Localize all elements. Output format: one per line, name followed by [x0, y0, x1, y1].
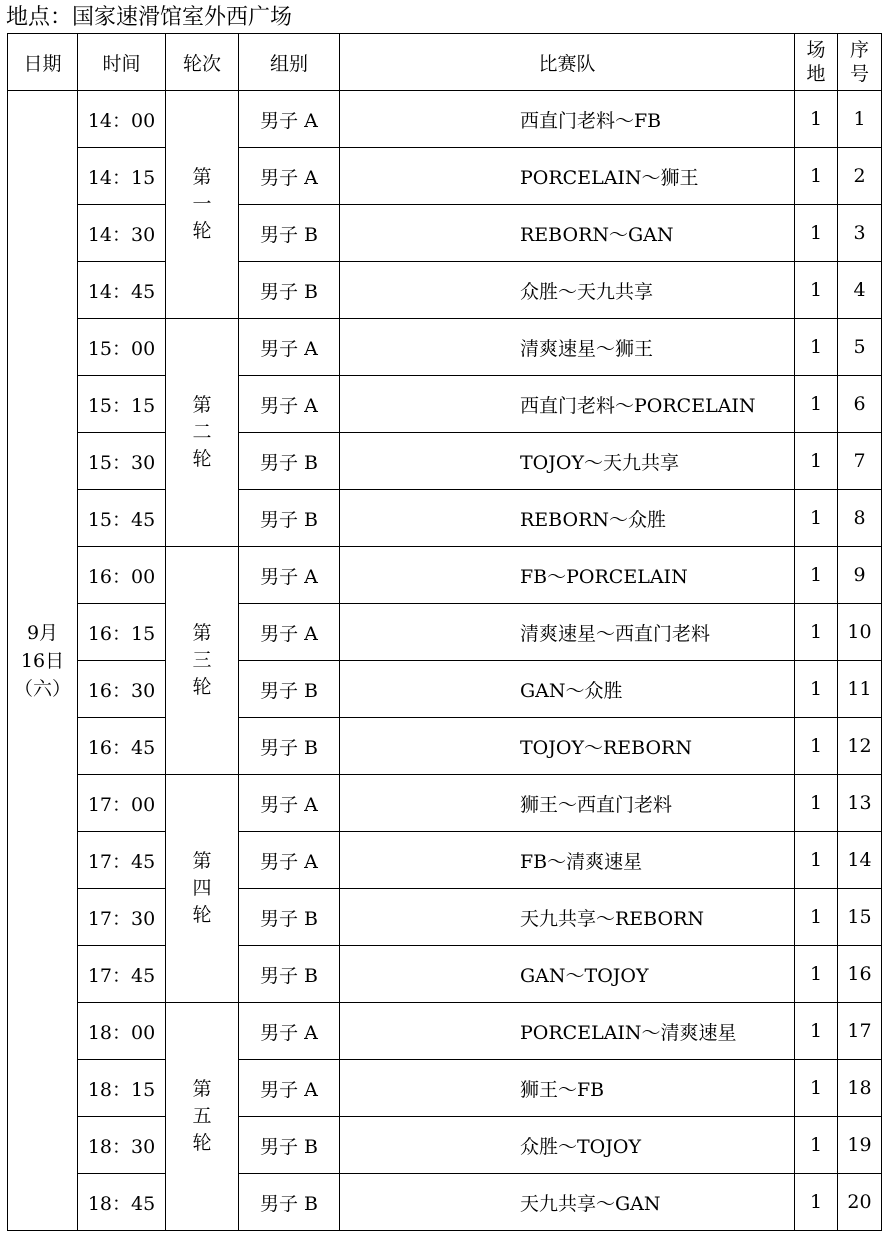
- time-cell-text: 17：30: [87, 907, 156, 930]
- time-cell-text: 15：30: [87, 451, 156, 474]
- table-row: [8, 490, 882, 547]
- venue-cell-text: 1: [809, 393, 823, 415]
- seq-cell-text: 8: [853, 507, 866, 529]
- table-row: [8, 547, 882, 604]
- venue-cell: [795, 1060, 838, 1117]
- venue-cell: [795, 433, 838, 490]
- header-round: 轮次: [166, 34, 239, 91]
- seq-cell-text: 6: [853, 393, 866, 415]
- seq-cell: [838, 946, 882, 1003]
- teams-cell-text: 狮王～FB: [520, 1078, 605, 1101]
- table-row: [8, 1174, 882, 1231]
- group-cell: [239, 1117, 340, 1174]
- venue-cell-text: 1: [809, 450, 823, 472]
- round-cell: [166, 1003, 239, 1231]
- group-cell-text: 男子 B: [259, 1135, 318, 1158]
- venue-cell: [795, 547, 838, 604]
- round-cell: [166, 319, 239, 547]
- venue-cell: [795, 1003, 838, 1060]
- date-line3: （六）: [13, 677, 71, 700]
- venue-cell-text: 1: [809, 279, 823, 301]
- seq-cell-text: 2: [853, 165, 866, 187]
- schedule-body: [8, 91, 882, 1231]
- venue-cell: [795, 319, 838, 376]
- round-char: 二: [192, 421, 212, 443]
- time-cell: [78, 661, 166, 718]
- time-cell: [78, 376, 166, 433]
- table-row: [8, 1003, 882, 1060]
- teams-cell: [340, 775, 795, 832]
- time-cell-text: 16：45: [87, 736, 156, 759]
- venue-cell: [795, 91, 838, 148]
- table-row: [8, 832, 882, 889]
- teams-cell: [340, 604, 795, 661]
- seq-cell: [838, 205, 882, 262]
- venue-cell: [795, 490, 838, 547]
- teams-cell-text: FB～PORCELAIN: [520, 565, 688, 588]
- venue-cell: [795, 1174, 838, 1231]
- time-cell: [78, 1117, 166, 1174]
- group-cell-text: 男子 B: [259, 280, 318, 303]
- venue-cell-text: 1: [809, 1077, 823, 1099]
- teams-cell-text: PORCELAIN～狮王: [520, 166, 699, 189]
- teams-cell: [340, 376, 795, 433]
- group-cell: [239, 718, 340, 775]
- table-row: [8, 262, 882, 319]
- group-cell: [239, 262, 340, 319]
- group-cell: [239, 205, 340, 262]
- group-cell-text: 男子 A: [260, 622, 318, 645]
- time-cell-text: 15：00: [87, 337, 156, 360]
- seq-cell-text: 3: [853, 222, 866, 244]
- seq-cell: [838, 1117, 882, 1174]
- table-row: [8, 661, 882, 718]
- time-cell-text: 14：00: [87, 109, 156, 132]
- group-cell-text: 男子 B: [259, 451, 318, 474]
- seq-cell: [838, 604, 882, 661]
- time-cell: [78, 889, 166, 946]
- teams-cell: [340, 262, 795, 319]
- teams-cell-text: PORCELAIN～清爽速星: [520, 1021, 737, 1044]
- time-cell: [78, 718, 166, 775]
- venue-cell: [795, 262, 838, 319]
- teams-cell: [340, 205, 795, 262]
- table-row: [8, 718, 882, 775]
- venue-cell-text: 1: [809, 849, 823, 871]
- time-cell: [78, 832, 166, 889]
- group-cell: [239, 490, 340, 547]
- time-cell-text: 18：15: [87, 1078, 156, 1101]
- venue-cell-text: 1: [809, 1191, 823, 1213]
- time-cell: [78, 1174, 166, 1231]
- time-cell: [78, 262, 166, 319]
- group-cell: [239, 604, 340, 661]
- venue-cell-text: 1: [809, 222, 823, 244]
- venue-cell: [795, 1117, 838, 1174]
- venue-cell-text: 1: [809, 678, 823, 700]
- round-char: 轮: [192, 220, 212, 242]
- venue-cell: [795, 205, 838, 262]
- group-cell-text: 男子 A: [260, 565, 318, 588]
- teams-cell: [340, 433, 795, 490]
- round-char: 第: [192, 622, 212, 644]
- header-venue-top: 场: [806, 39, 826, 61]
- group-cell-text: 男子 B: [259, 964, 318, 987]
- seq-cell: [838, 1003, 882, 1060]
- group-cell-text: 男子 B: [259, 508, 318, 531]
- time-cell: [78, 1060, 166, 1117]
- group-cell-text: 男子 A: [260, 394, 318, 417]
- time-cell-text: 15：15: [87, 394, 156, 417]
- round-char: 第: [192, 166, 212, 188]
- round-cell: [166, 547, 239, 775]
- seq-cell: [838, 775, 882, 832]
- round-char: 四: [192, 877, 212, 899]
- group-cell-text: 男子 B: [259, 223, 318, 246]
- teams-cell-text: TOJOY～天九共享: [520, 451, 679, 474]
- teams-cell-text: 天九共享～GAN: [520, 1192, 661, 1215]
- teams-cell-text: FB～清爽速星: [520, 850, 643, 873]
- seq-cell: [838, 433, 882, 490]
- venue-cell: [795, 718, 838, 775]
- venue-cell-text: 1: [809, 1134, 823, 1156]
- seq-cell: [838, 490, 882, 547]
- time-cell: [78, 946, 166, 1003]
- teams-cell-text: 西直门老料～FB: [520, 109, 662, 132]
- seq-cell-text: 16: [847, 963, 872, 985]
- teams-cell-text: 清爽速星～狮王: [520, 337, 654, 360]
- seq-cell-text: 20: [847, 1191, 872, 1213]
- teams-cell-text: 众胜～TOJOY: [520, 1135, 641, 1158]
- venue-cell: [795, 148, 838, 205]
- round-cell: [166, 91, 239, 319]
- venue-cell-text: 1: [809, 963, 823, 985]
- seq-cell-text: 4: [853, 279, 866, 301]
- time-cell-text: 16：00: [87, 565, 156, 588]
- table-row: [8, 205, 882, 262]
- teams-cell: [340, 661, 795, 718]
- seq-cell-text: 17: [847, 1020, 872, 1042]
- seq-cell: [838, 832, 882, 889]
- venue-cell-text: 1: [809, 564, 823, 586]
- header-row: [8, 34, 882, 91]
- seq-cell-text: 15: [847, 906, 872, 928]
- seq-cell-text: 11: [847, 678, 872, 700]
- venue-cell: [795, 604, 838, 661]
- venue-cell: [795, 661, 838, 718]
- time-cell-text: 14：30: [87, 223, 156, 246]
- group-cell: [239, 1003, 340, 1060]
- group-cell: [239, 1060, 340, 1117]
- group-cell-text: 男子 A: [260, 850, 318, 873]
- teams-cell-text: GAN～众胜: [520, 679, 623, 702]
- header-group: 组别: [239, 34, 340, 91]
- seq-cell: [838, 661, 882, 718]
- seq-cell: [838, 262, 882, 319]
- venue-cell-text: 1: [809, 336, 823, 358]
- time-cell: [78, 205, 166, 262]
- seq-cell-text: 19: [847, 1134, 872, 1156]
- group-cell-text: 男子 A: [260, 166, 318, 189]
- seq-cell: [838, 1174, 882, 1231]
- venue-cell: [795, 889, 838, 946]
- venue-cell-text: 1: [809, 108, 823, 130]
- group-cell: [239, 91, 340, 148]
- header-teams: 比赛队: [340, 34, 795, 91]
- round-char: 第: [192, 1078, 212, 1100]
- group-cell: [239, 889, 340, 946]
- group-cell: [239, 946, 340, 1003]
- seq-cell-text: 12: [847, 735, 872, 757]
- teams-cell-text: TOJOY～REBORN: [520, 736, 692, 759]
- venue-cell-text: 1: [809, 1020, 823, 1042]
- venue-cell: [795, 775, 838, 832]
- venue-cell-text: 1: [809, 165, 823, 187]
- teams-cell: [340, 946, 795, 1003]
- time-cell-text: 14：45: [87, 280, 156, 303]
- teams-cell-text: REBORN～GAN: [520, 223, 674, 246]
- group-cell: [239, 148, 340, 205]
- group-cell: [239, 1174, 340, 1231]
- group-cell-text: 男子 B: [259, 679, 318, 702]
- round-char: 第: [192, 850, 212, 872]
- time-cell-text: 17：00: [87, 793, 156, 816]
- header-seq: [838, 34, 882, 91]
- round-char: 轮: [192, 676, 212, 698]
- time-cell: [78, 1003, 166, 1060]
- round-char: 一: [192, 193, 212, 215]
- seq-cell: [838, 1060, 882, 1117]
- venue-cell-text: 1: [809, 621, 823, 643]
- teams-cell: [340, 91, 795, 148]
- round-char: 三: [192, 649, 212, 671]
- group-cell: [239, 376, 340, 433]
- table-row: [8, 889, 882, 946]
- time-cell: [78, 490, 166, 547]
- time-cell-text: 15：45: [87, 508, 156, 531]
- group-cell-text: 男子 B: [259, 736, 318, 759]
- time-cell-text: 16：30: [87, 679, 156, 702]
- round-char: 轮: [192, 448, 212, 470]
- table-row: [8, 604, 882, 661]
- time-cell-text: 18：00: [87, 1021, 156, 1044]
- teams-cell-text: REBORN～众胜: [520, 508, 666, 531]
- table-row: [8, 319, 882, 376]
- table-row: [8, 1060, 882, 1117]
- seq-cell: [838, 889, 882, 946]
- venue-cell: [795, 832, 838, 889]
- seq-cell: [838, 718, 882, 775]
- seq-cell: [838, 148, 882, 205]
- time-cell-text: 18：30: [87, 1135, 156, 1158]
- time-cell: [78, 91, 166, 148]
- venue-cell-text: 1: [809, 507, 823, 529]
- seq-cell: [838, 547, 882, 604]
- teams-cell-text: 西直门老料～PORCELAIN: [520, 394, 756, 417]
- group-cell-text: 男子 A: [260, 1021, 318, 1044]
- teams-cell-text: 天九共享～REBORN: [520, 907, 704, 930]
- seq-cell-text: 7: [853, 450, 866, 472]
- teams-cell: [340, 547, 795, 604]
- venue-cell: [795, 376, 838, 433]
- teams-cell-text: 众胜～天九共享: [520, 280, 654, 303]
- date-line1: 9月: [26, 621, 59, 644]
- time-cell: [78, 319, 166, 376]
- seq-cell: [838, 91, 882, 148]
- seq-cell-text: 5: [853, 336, 866, 358]
- seq-cell-text: 14: [847, 849, 872, 871]
- time-cell: [78, 148, 166, 205]
- teams-cell: [340, 832, 795, 889]
- header-date: 日期: [8, 34, 78, 91]
- time-cell-text: 18：45: [87, 1192, 156, 1215]
- seq-cell-text: 18: [847, 1077, 872, 1099]
- group-cell-text: 男子 A: [260, 109, 318, 132]
- header-time: 时间: [78, 34, 166, 91]
- teams-cell: [340, 1174, 795, 1231]
- group-cell: [239, 775, 340, 832]
- time-cell-text: 17：45: [87, 850, 156, 873]
- group-cell-text: 男子 B: [259, 1192, 318, 1215]
- date-cell: [8, 91, 78, 1231]
- teams-cell-text: 清爽速星～西直门老料: [520, 622, 711, 645]
- teams-cell: [340, 1117, 795, 1174]
- teams-cell-text: GAN～TOJOY: [520, 964, 649, 987]
- group-cell: [239, 319, 340, 376]
- seq-cell-text: 13: [847, 792, 872, 814]
- time-cell: [78, 547, 166, 604]
- table-row: [8, 148, 882, 205]
- seq-cell-text: 10: [847, 621, 872, 643]
- group-cell: [239, 433, 340, 490]
- group-cell: [239, 661, 340, 718]
- venue-cell-text: 1: [809, 735, 823, 757]
- teams-cell: [340, 1003, 795, 1060]
- time-cell-text: 17：45: [87, 964, 156, 987]
- group-cell: [239, 832, 340, 889]
- round-char: 第: [192, 394, 212, 416]
- teams-cell: [340, 889, 795, 946]
- round-cell: [166, 775, 239, 1003]
- date-line2: 16日: [20, 649, 65, 672]
- table-row: [8, 433, 882, 490]
- round-char: 轮: [192, 904, 212, 926]
- table-row: [8, 775, 882, 832]
- round-char: 轮: [192, 1132, 212, 1154]
- group-cell-text: 男子 A: [260, 1078, 318, 1101]
- schedule-table: [7, 33, 882, 1231]
- header-venue: [795, 34, 838, 91]
- venue-cell: [795, 946, 838, 1003]
- seq-cell: [838, 319, 882, 376]
- time-cell: [78, 433, 166, 490]
- table-row: [8, 91, 882, 148]
- seq-cell-text: 9: [853, 564, 866, 586]
- time-cell: [78, 775, 166, 832]
- group-cell-text: 男子 A: [260, 337, 318, 360]
- seq-cell: [838, 376, 882, 433]
- header-seq-top: 序: [849, 39, 869, 61]
- time-cell: [78, 604, 166, 661]
- table-row: [8, 946, 882, 1003]
- round-char: 五: [192, 1105, 212, 1127]
- header-seq-bottom: 号: [849, 63, 869, 85]
- venue-cell-text: 1: [809, 906, 823, 928]
- teams-cell: [340, 319, 795, 376]
- teams-cell: [340, 1060, 795, 1117]
- time-cell-text: 16：15: [87, 622, 156, 645]
- teams-cell-text: 狮王～西直门老料: [520, 793, 673, 816]
- group-cell-text: 男子 A: [260, 793, 318, 816]
- table-row: [8, 376, 882, 433]
- header-venue-bottom: 地: [806, 63, 826, 85]
- table-row: [8, 1117, 882, 1174]
- teams-cell: [340, 718, 795, 775]
- seq-cell-text: 1: [853, 108, 866, 130]
- group-cell: [239, 547, 340, 604]
- venue-cell-text: 1: [809, 792, 823, 814]
- time-cell-text: 14：15: [87, 166, 156, 189]
- location-title: 地点：国家速滑馆室外西广场: [6, 5, 293, 30]
- teams-cell: [340, 148, 795, 205]
- teams-cell: [340, 490, 795, 547]
- group-cell-text: 男子 B: [259, 907, 318, 930]
